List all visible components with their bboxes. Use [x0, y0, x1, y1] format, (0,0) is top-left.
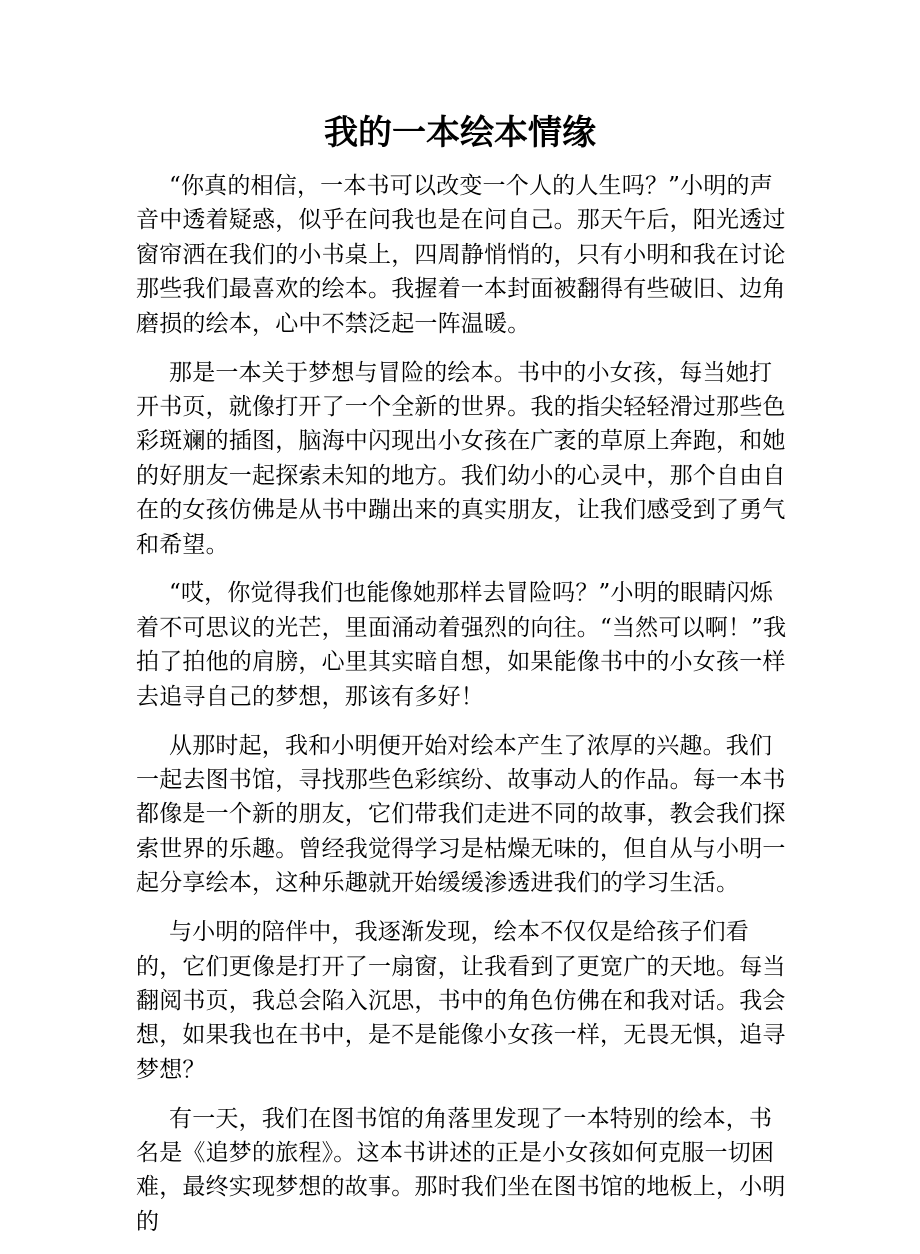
paragraph-3: “哎，你觉得我们也能像她那样去冒险吗？”小明的眼睛闪烁着不可思议的光芒，里面涌动着强烈的向往。“当然可以啊！”我拍了拍他的肩膀，心里其实暗自想，如果能像书中的小女孩一样去追寻自己的梦想，那该有多好！	[136, 580, 787, 710]
paragraph-4: 从那时起，我和小明便开始对绘本产生了浓厚的兴趣。我们一起去图书馆，寻找那些色彩缤纷、故事动人的作品。每一本书都像是一个新的朋友，它们带我们走进不同的故事，教会我们探索世界的乐趣。曾经我觉得学习是枯燥无味的，但自从与小明一起分享绘本，这种乐趣就开始缓缓渗透进我们的学习生活。	[136, 732, 786, 897]
paragraph-5: 与小明的陪伴中，我逐渐发现，绘本不仅仅是给孩子们看的，它们更像是打开了一扇窗，让我看到了更宽广的天地。每当翻阅书页，我总会陷入沉思，书中的角色仿佛在和我对话。我会想，如果我也在书中，是不是能像小女孩一样，无畏无惧，追寻梦想？	[136, 919, 786, 1083]
document-title: 我的一本绘本情缘	[324, 113, 596, 153]
paragraph-1: “你真的相信，一本书可以改变一个人的人生吗？”小明的声音中透着疑惑，似乎在问我也是在问自己。那天午后，阳光透过窗帘洒在我们的小书桌上，四周静悄悄的，只有小明和我在讨论那些我们最喜欢的绘本。我握着一本封面被翻得有些破旧、边角磨损的绘本，心中不禁泛起一阵温暖。	[136, 173, 786, 337]
paragraph-2: 那是一本关于梦想与冒险的绘本。书中的小女孩，每当她打开书页，就像打开了一个全新的世界。我的指尖轻轻滑过那些色彩斑斓的插图，脑海中闪现出小女孩在广袤的草原上奔跑，和她的好朋友一起探索未知的地方。我们幼小的心灵中，那个自由自在的女孩仿佛是从书中蹦出来的真实朋友，让我们感受到了勇气和希望。	[136, 359, 786, 558]
document-body	[136, 169, 790, 1254]
paragraph-6: 有一天，我们在图书馆的角落里发现了一本特别的绘本，书名是《追梦的旅程》。这本书讲述的正是小女孩如何克服一切困难，最终实现梦想的故事。那时我们坐在图书馆的地板上，小明的	[136, 1105, 786, 1235]
